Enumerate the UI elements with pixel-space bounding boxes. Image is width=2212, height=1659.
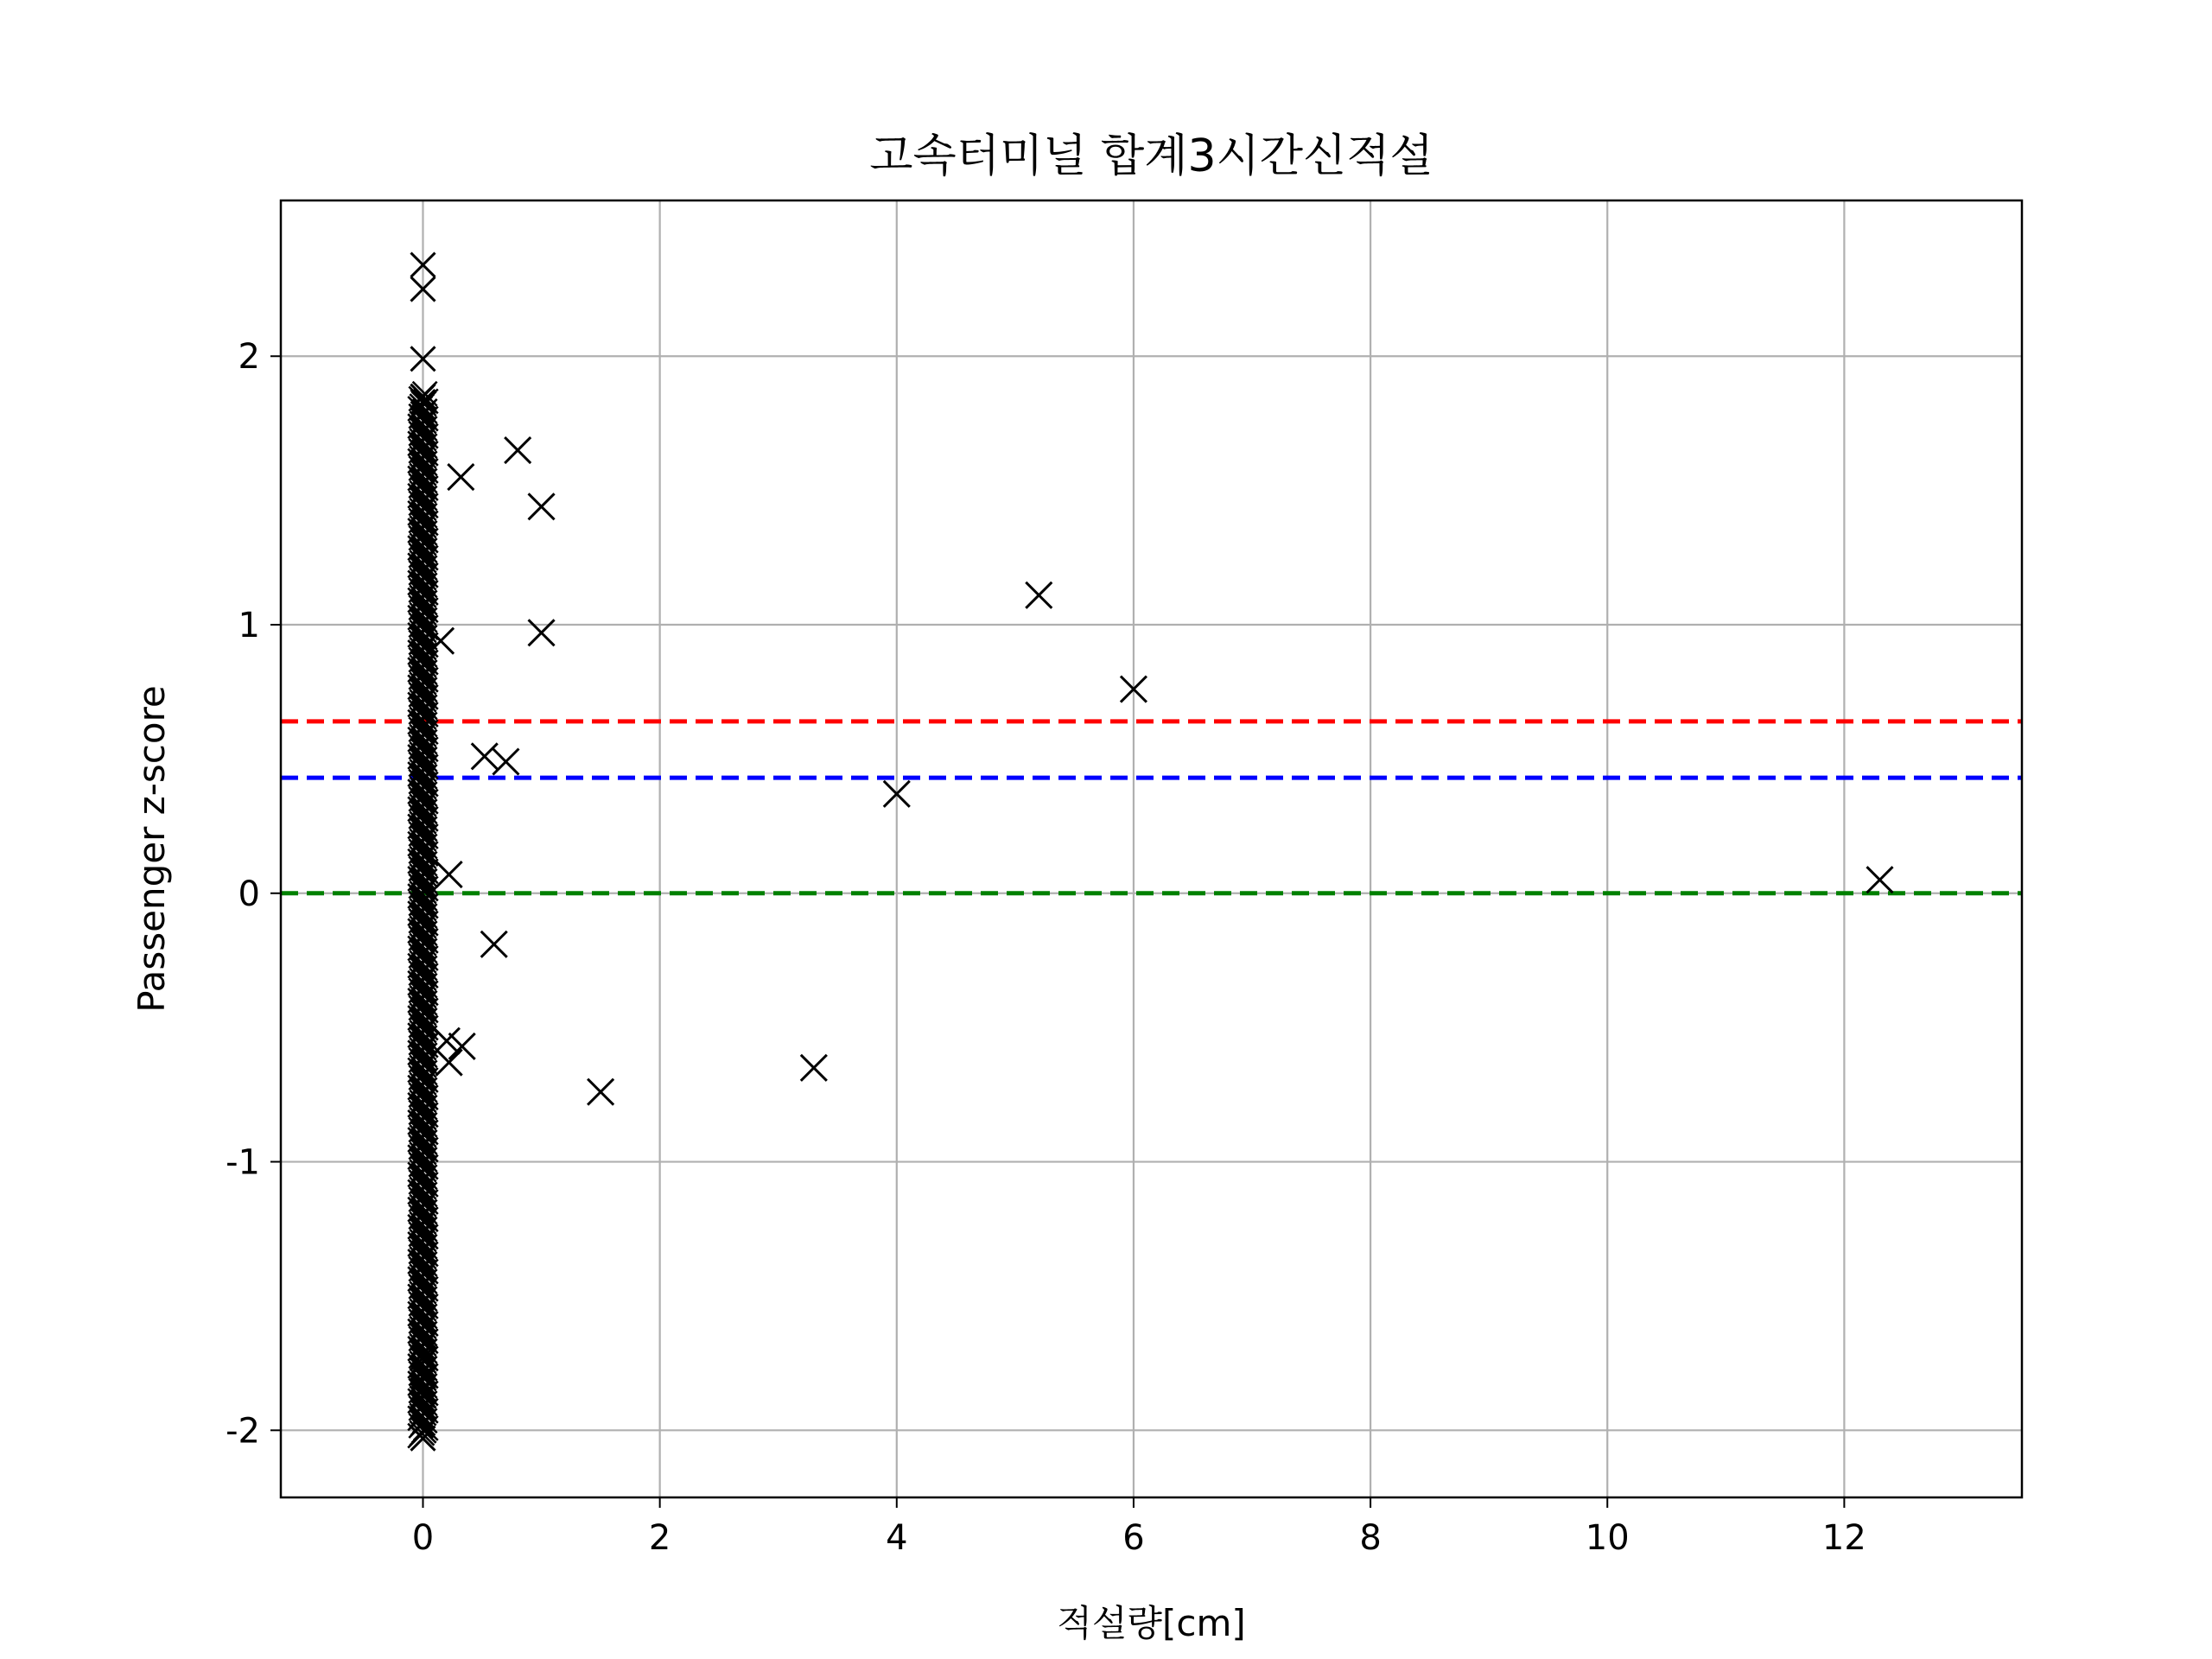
x-axis-label: 적설량[cm] (1057, 1602, 1246, 1644)
data-point (436, 861, 462, 887)
x-tick-label: 6 (1122, 1518, 1145, 1558)
plot-frame (281, 200, 2022, 1497)
x-tick-label: 4 (886, 1518, 908, 1558)
y-tick-label: 0 (238, 874, 260, 914)
data-point (588, 1079, 613, 1105)
data-point (436, 1050, 462, 1076)
x-axis-ticks (412, 1497, 1866, 1558)
y-tick-label: -2 (226, 1411, 260, 1452)
data-point (1867, 867, 1893, 893)
data-point (801, 1055, 827, 1081)
chart-title: 고속터미널 합계3시간신적설 (869, 130, 1433, 182)
x-tick-label: 12 (1821, 1518, 1866, 1558)
y-tick-label: 2 (238, 337, 260, 378)
data-point (481, 931, 507, 957)
y-axis-label: Passenger z-score (130, 685, 173, 1013)
data-point (472, 743, 498, 769)
y-tick-label: -1 (226, 1142, 260, 1183)
threshold-lines (281, 721, 2022, 893)
x-tick-label: 8 (1359, 1518, 1382, 1558)
data-point (1026, 582, 1052, 608)
data-points (408, 253, 1892, 1451)
data-point (529, 620, 555, 645)
x-tick-label: 0 (411, 1518, 435, 1558)
y-tick-label: 1 (238, 606, 260, 646)
y-axis-ticks (226, 337, 281, 1451)
data-point (493, 749, 518, 775)
data-point (505, 437, 531, 463)
x-tick-label: 2 (648, 1518, 671, 1558)
x-tick-label: 10 (1585, 1518, 1630, 1558)
data-point (448, 464, 474, 490)
grid (281, 200, 2022, 1497)
data-point (529, 493, 555, 519)
